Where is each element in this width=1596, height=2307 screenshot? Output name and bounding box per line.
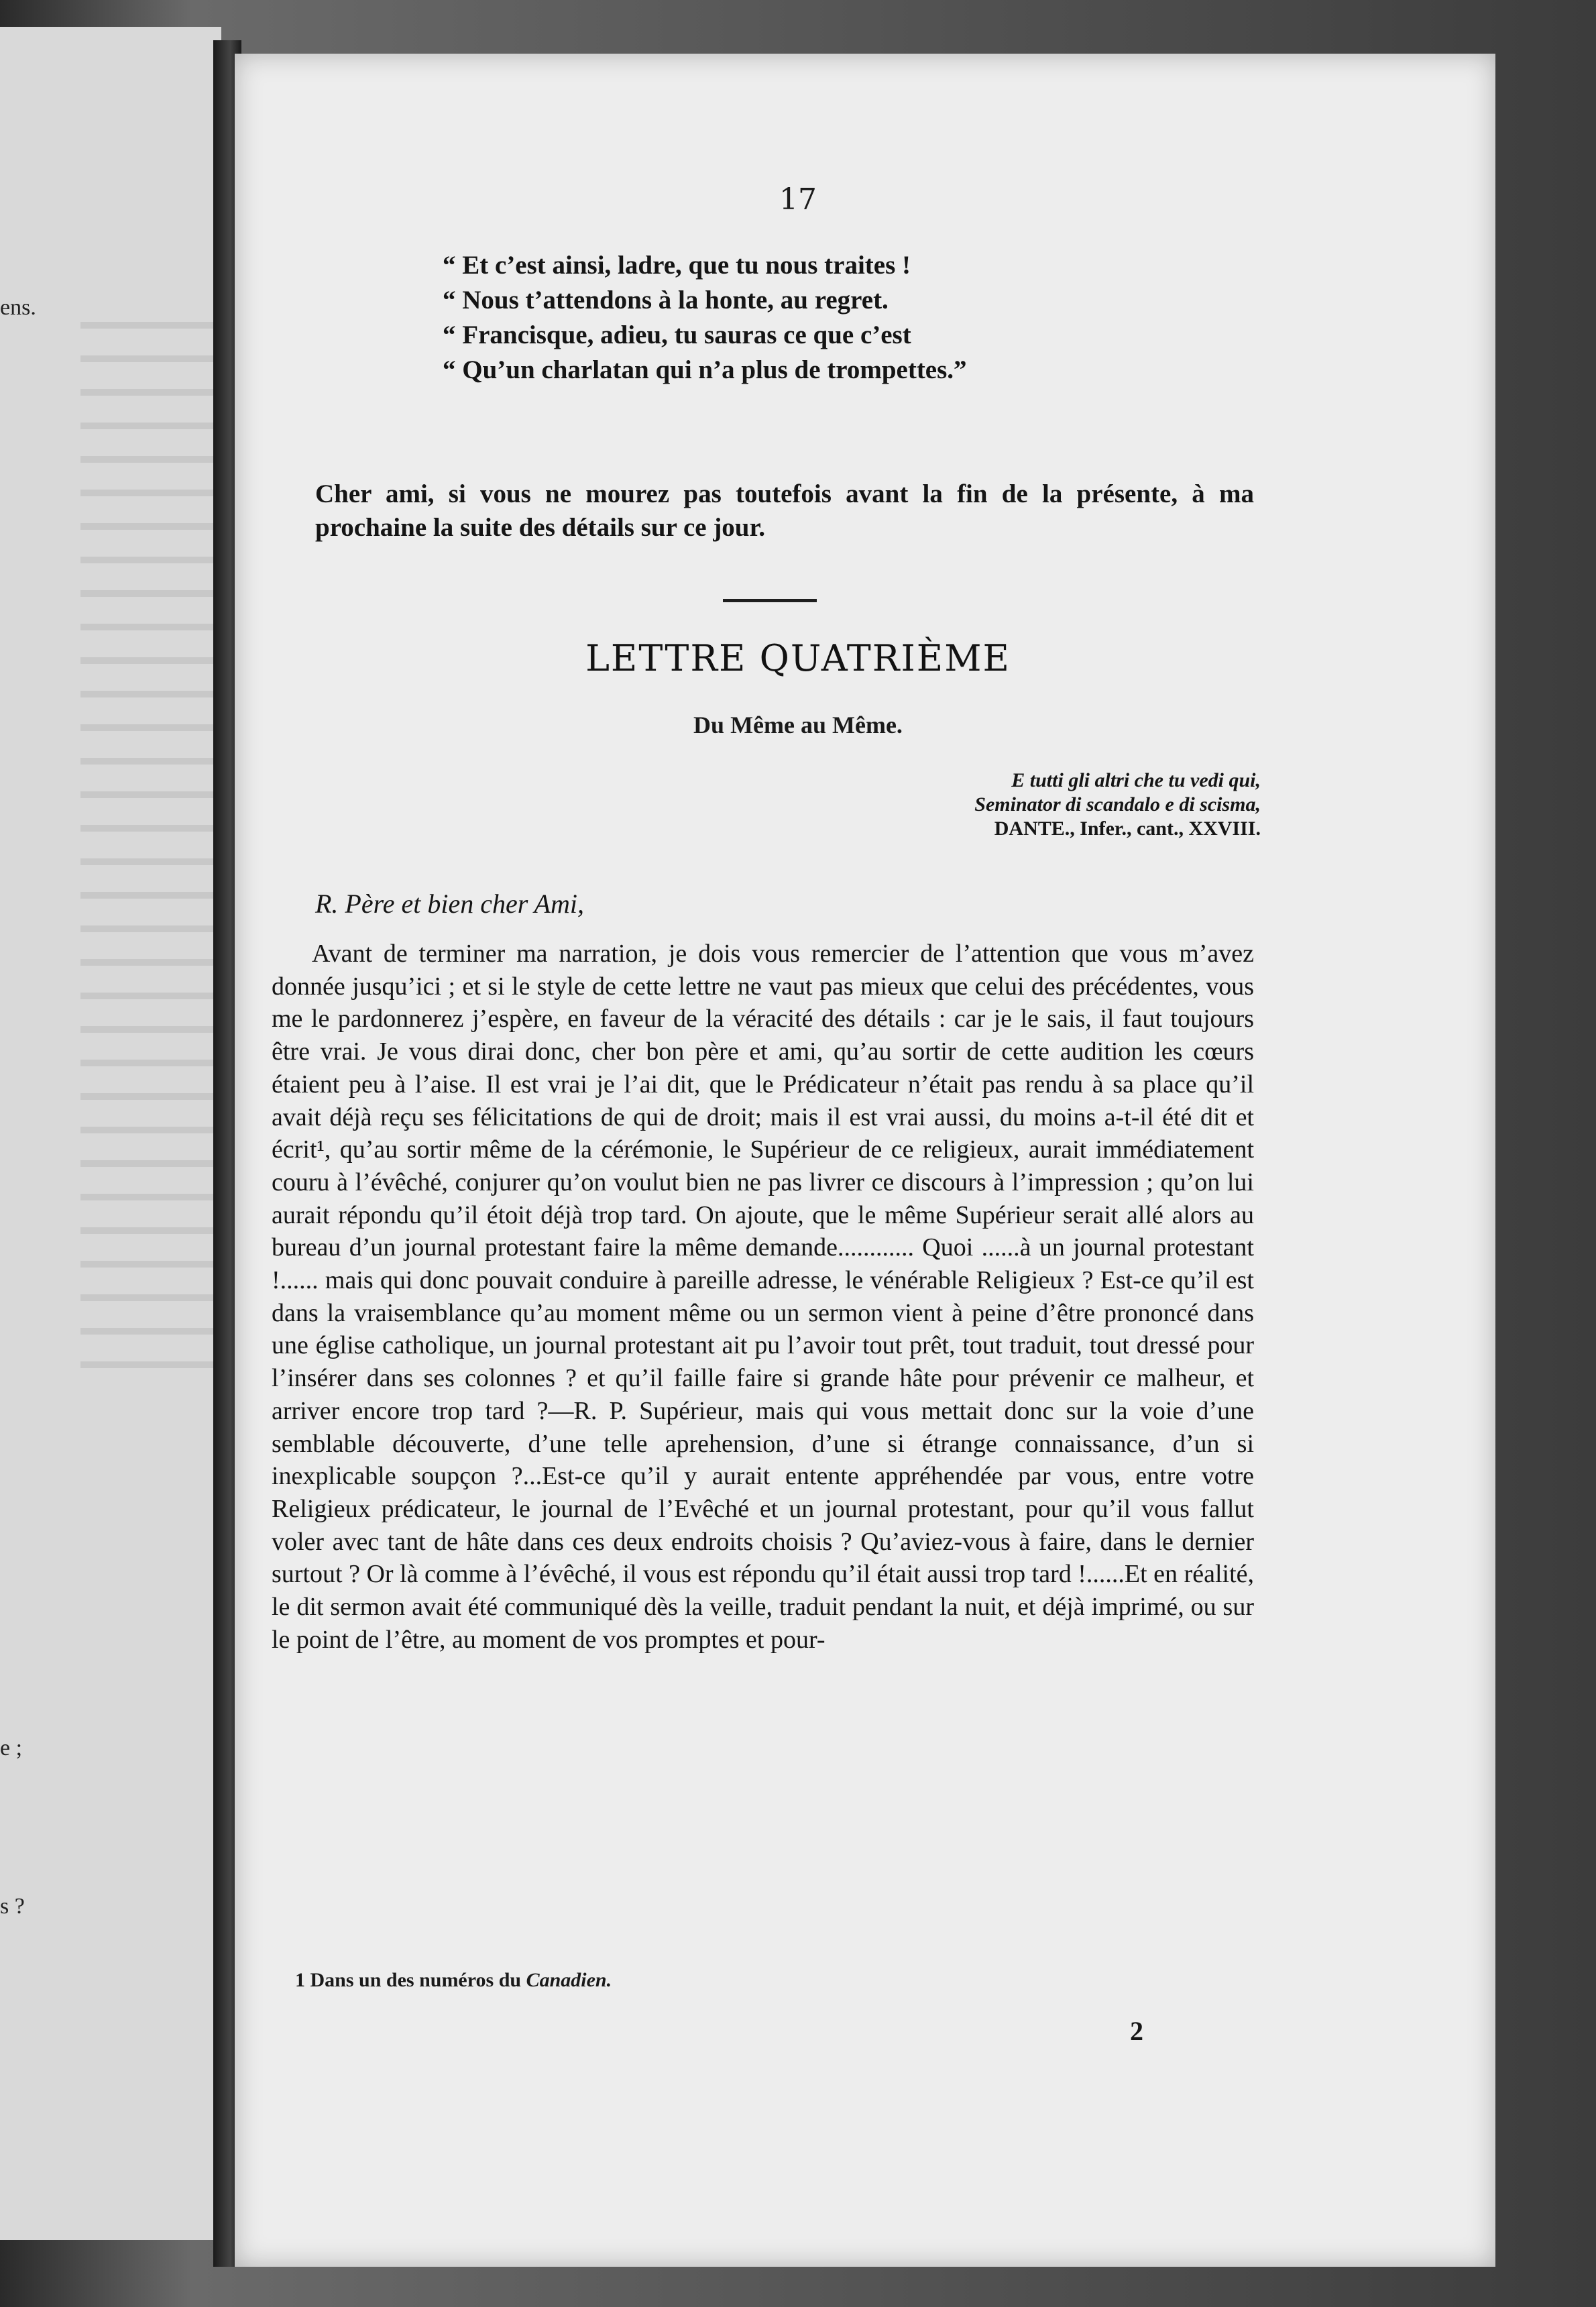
epigraph [791, 769, 1261, 841]
body-paragraph: Avant de terminer ma narration, je dois vous remercier de l’attention que vous m’avez donnée jusqu’ici ; et si le style de cette lettre ne vaut pas mieux que celui des précédentes, vous me le pardonnerez j’espère, en faveur de la véracité des détails : car je le sais, il faut toujours être vrai. Je vous dirai donc, cher bon père et ami, qu’au sortir de cette audition les cœurs étaient peu à l’aise. Il est vrai je l’ai dit, que le Prédicateur n’était pas rendu à sa place qu’il avait déjà reçu ses félicitations de qui de droit; mais il est vrai aussi, du moins a-t-il été dit et écrit¹, qu’au sortir même de la cérémonie, le Supérieur de ce religieux, aurait immédiatement couru à l’évêché, conjurer qu’on voulut bien ne pas livrer ce discours à l’impression ; qu’on lui aurait répondu qu’il étoit déjà trop tard. On ajoute, que le même Supérieur serait allé alors au bureau d’un journal protestant faire la même demande............ Quoi ......à un journal protestant !...... mais qui donc pouvait conduire à pareille adresse, le vénérable Religieux ? Est-ce qu’il est dans la vraisemblance qu’au moment même ou un sermon vient à peine d’être prononcé dans une église catholique, un journal protestant ait pu l’avoir tout prêt, tout traduit, tout dressé pour l’insérer dans ses colonnes ? et qu’il faille faire si grande hâte pour prévenir ce malheur, et arriver encore trop tard ?—R. P. Supérieur, mais qui vous mettait donc sur la voie d’une semblable découverte, d’une telle aprehension, d’une si étrange connaissance, d’un si inexplicable soupçon ?...Est-ce qu’il y aurait entente appréhendée par vous, entre votre Religieux prédicateur, le journal de l’Evêché et un journal protestant, pour qu’il vous fallut voler avec tant de hâte dans ces deux endroits choisis ? Qu’aviez-vous à faire, dans le dernier surtout ? Or là comme à l’évêché, il vous est répondu qu’il était aussi trop tard !......Et en réalité, le dit sermon avait été communiqué dès la veille, traduit pendant la nuit, et déjà imprimé, ou sur le point de l’être, au moment de vos promptes et pour- [272, 940, 1254, 1654]
epigraph-line: E tutti gli altri che tu vedi qui, [1011, 769, 1261, 791]
verse-line: “ Francisque, adieu, tu sauras ce que c’est [443, 321, 911, 349]
left-facing-page [0, 27, 221, 2240]
epigraph-citation: DANTE., Infer., cant., XXVIII. [994, 818, 1261, 840]
signature-mark: 2 [1130, 2016, 1143, 2046]
left-page-fragment: e ; [0, 1736, 23, 1760]
footnote [295, 1969, 612, 1992]
footnote-source: Canadien. [526, 1969, 612, 1991]
left-page-fragment: ens. [0, 295, 36, 320]
page-number: 17 [779, 182, 817, 217]
verse-line: “ Qu’un charlatan qui n’a plus de trompettes.” [443, 355, 967, 384]
intro-paragraph: Cher ami, si vous ne mourez pas toutefois avant la fin de la présente, à ma prochaine la suite des détails sur ce jour. [315, 480, 1254, 542]
footnote-text: 1 Dans un des numéros du [295, 1969, 526, 1991]
letter-body [272, 938, 1254, 1656]
left-page-fragment: s ? [0, 1894, 25, 1919]
epigraph-line: Seminator di scandalo e di scisma, [974, 793, 1261, 815]
verse-line: “ Et c’est ainsi, ladre, que tu nous traites ! [443, 251, 911, 280]
salutation: R. Père et bien cher Ami, [315, 889, 584, 919]
verse-block [443, 248, 1314, 388]
bleed-through-text [80, 295, 215, 1368]
section-divider [723, 599, 817, 602]
letter-heading: LETTRE QUATRIÈME [585, 637, 1011, 679]
verse-line: “ Nous t’attendons à la honte, au regret. [443, 286, 889, 315]
letter-subheading: Du Même au Même. [693, 712, 903, 738]
